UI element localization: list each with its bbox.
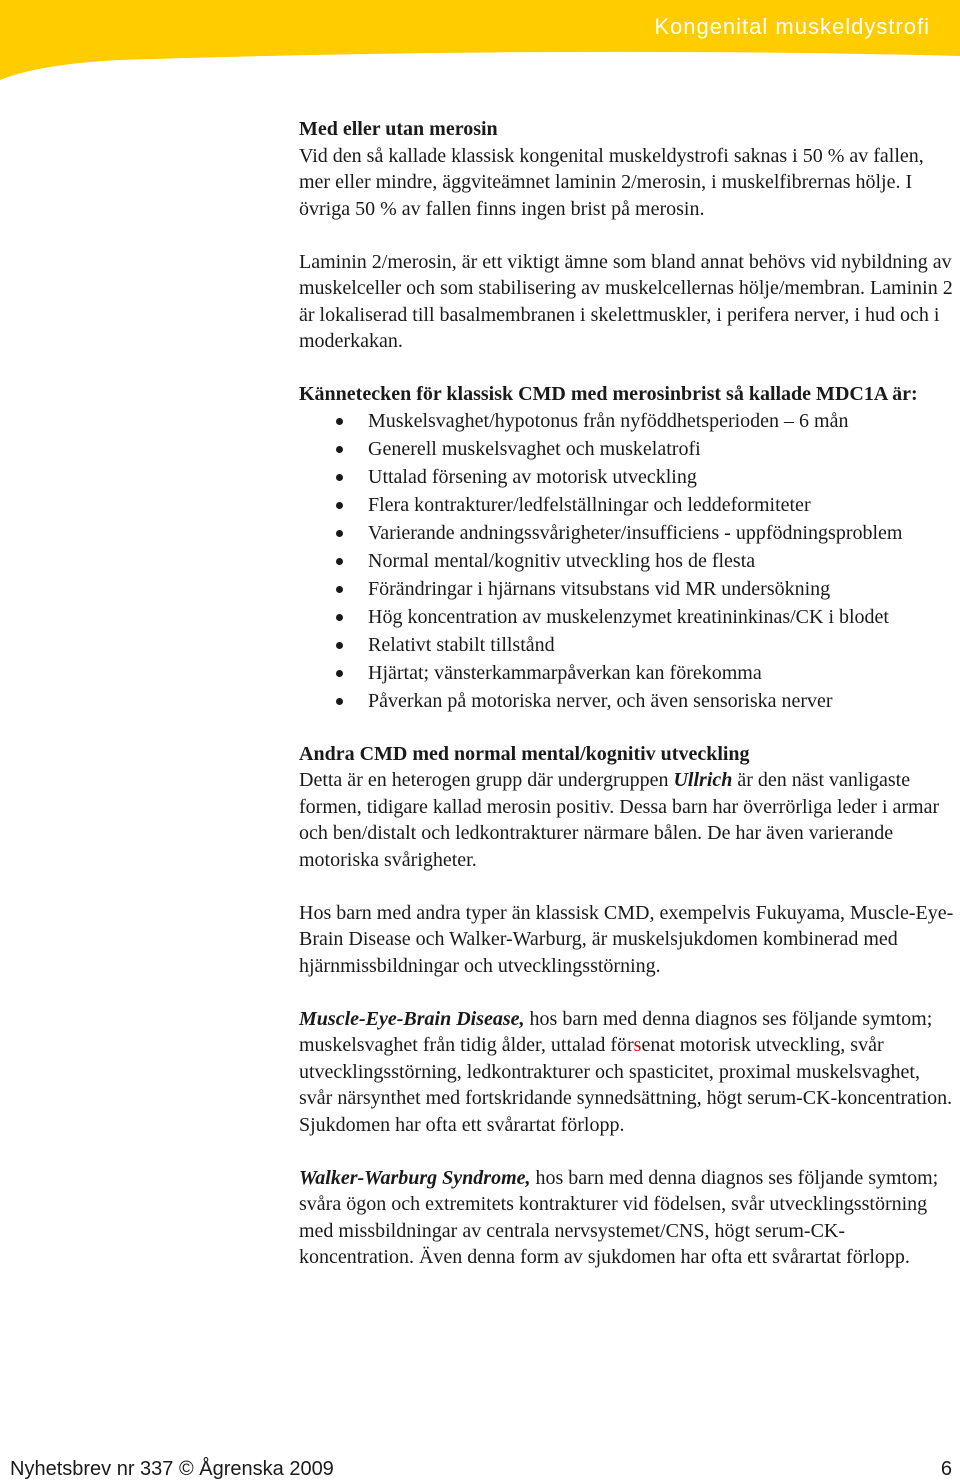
list-item: Muskelsvaghet/hypotonus från nyföddhetsperioden – 6 mån [299, 408, 954, 435]
list-item: Relativt stabilt tillstånd [299, 632, 954, 659]
page-number: 6 [940, 1458, 952, 1480]
paragraph-text: är den näst vanligaste formen, tidigare kallad merosin positiv. Dessa barn har överrörliga leder i armar och ben/distalt och ledkontrakturer närmare bålen. De har även varierande motoriska svårigheter. [299, 769, 940, 871]
paragraph-text: Vid den så kallade klassisk kongenital muskeldystrofi saknas i 50 % av fallen, mer eller mindre, äggviteämnet laminin 2/merosin, i muskelfibrernas hölje. I övriga 50 % av fallen finns ingen brist på merosin. [299, 144, 924, 220]
list-item: Hög koncentration av muskelenzymet kreatininkinas/CK i blodet [299, 604, 954, 631]
paragraph-text: Detta är en heterogen grupp där undergruppen [299, 769, 674, 791]
list-item: Generell muskelsvaghet och muskelatrofi [299, 436, 954, 463]
paragraph-text: hos barn med denna diagnos ses följande symtom; svåra ögon och extremitets kontrakturer vid födelsen, svår utvecklingsstörning med missbildningar av centrala nervsystemet/CNS, högt serum-CK-koncentration. Även denna form av sjukdomen har ofta ett svårartat förlopp. [299, 1166, 939, 1268]
section-hos-barn [299, 900, 954, 980]
symptom-list [299, 408, 954, 715]
running-title: Kongenital muskeldystrofi [654, 14, 930, 39]
list-item: Flera kontrakturer/ledfelställningar och leddeformiteter [299, 492, 954, 519]
section-andra [299, 741, 954, 874]
paragraph-text: Hos barn med andra typer än klassisk CMD, exempelvis Fukuyama, Muscle-Eye-Brain Disease och Walker-Warburg, är muskelsjukdomen kombinerad med hjärnmissbildningar och utvecklingsstörning. [299, 901, 954, 977]
list-item: Uttalad försening av motorisk utveckling [299, 464, 954, 491]
list-item: Förändringar i hjärnans vitsubstans vid MR undersökning [299, 576, 954, 603]
section-kannetecken [299, 381, 954, 714]
section-wws [299, 1165, 954, 1271]
lead-term: Walker-Warburg Syndrome, [299, 1166, 531, 1189]
lead-term: Muscle-Eye-Brain Disease, [299, 1007, 525, 1030]
section-heading: Andra CMD med normal mental/kognitiv utveckling [299, 742, 750, 765]
section-merosin [299, 116, 954, 222]
paragraph-text: enat motorisk utveckling, svår utvecklingsstörning, ledkontrakturer och spasticitet, proximal muskelsvaghet, svår närsynthet med fortskridande synnedsättning, högt serum-CK-koncentration. Sjukdomen har ofta ett svårartat förlopp. [299, 1034, 953, 1136]
list-item: Påverkan på motoriska nerver, och även sensoriska nerver [299, 688, 954, 715]
red-letter: s [633, 1034, 642, 1056]
emphasis-ullrich: Ullrich [673, 769, 733, 791]
footer-newsletter: Nyhetsbrev nr 337 © Ågrenska 2009 [10, 1458, 334, 1480]
article-body [299, 116, 954, 1297]
list-item: Normal mental/kognitiv utveckling hos de flesta [299, 548, 954, 575]
header-band [0, 0, 960, 90]
section-heading: Med eller utan merosin [299, 118, 498, 140]
section-heading: Kännetecken för klassisk CMD med merosinbrist så kallade MDC1A är: [299, 383, 918, 405]
paragraph-text: hos barn med denna diagnos ses följande symtom; muskelsvaghet från tidig ålder, uttalad för [299, 1007, 933, 1056]
section-meb [299, 1006, 954, 1139]
yellow-band-icon [0, 0, 960, 80]
section-laminin [299, 249, 954, 355]
list-item: Varierande andningssvårigheter/insufficiens - uppfödningsproblem [299, 520, 954, 547]
list-item: Hjärtat; vänsterkammarpåverkan kan förekomma [299, 660, 954, 687]
paragraph-text: Laminin 2/merosin, är ett viktigt ämne som bland annat behövs vid nybildning av muskelceller och som stabilisering av muskelcellernas hölje/membran. Laminin 2 är lokaliserad till basalmembranen i skelettmuskler, i perifera nerver, i hud och i moderkakan. [299, 250, 953, 352]
